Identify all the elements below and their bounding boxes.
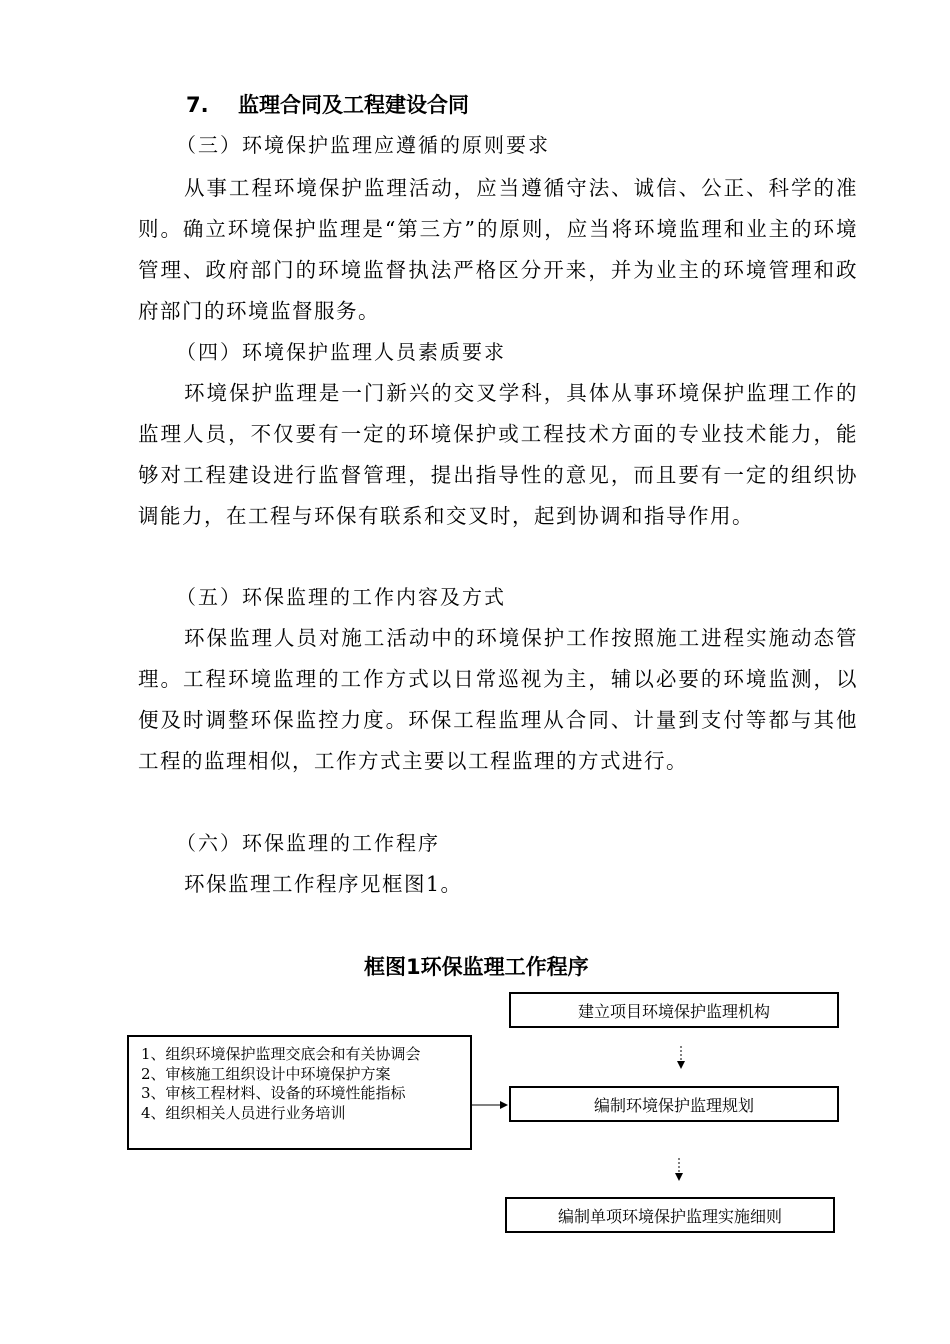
preparation-tasks-box — [127, 1035, 472, 1150]
flow-step-establish-organization — [509, 992, 839, 1028]
section-title: 监理合同及工程建设合同 — [238, 93, 469, 117]
preparation-task-item: 3、审核工程材料、设备的环境性能指标 — [141, 1084, 406, 1102]
subsection-heading-4: （四）环境保护监理人员素质要求 — [176, 340, 506, 364]
subsection-heading-5: （五）环保监理的工作内容及方式 — [176, 585, 506, 609]
flow-step-1-label: 建立项目环境保护监理机构 — [577, 1001, 770, 1021]
paragraph-3: 从事工程环境保护监理活动，应当遵循守法、诚信、公正、科学的准则。确立环境保护监理是“第三方”的原则，应当将环境监理和业主的环境管理、政府部门的环境监督执法严格区分开来，并为业主的环境管理和政府部门的环境监督服务。 — [138, 176, 858, 323]
figure-title: 框图1环保监理工作程序 — [364, 955, 589, 979]
preparation-task-item: 4、组织相关人员进行业务培训 — [141, 1103, 346, 1122]
preparation-task-item: 2、审核施工组织设计中环境保护方案 — [141, 1064, 391, 1083]
paragraph-6: 环保监理工作程序见框图1。 — [184, 872, 463, 896]
paragraph-5: 环保监理人员对施工活动中的环境保护工作按照施工进程实施动态管理。工程环境监理的工作方式以日常巡视为主，辅以必要的环境监测，以便及时调整环保监控力度。环保工程监理从合同、计量到支付等都与其他工程的监理相似，工作方式主要以工程监理的方式进行。 — [138, 626, 858, 773]
section-number: 7. — [186, 93, 209, 117]
flow-step-3-label: 编制单项环境保护监理实施细则 — [557, 1206, 782, 1226]
section-heading — [186, 90, 469, 120]
paragraph-4: 环境保护监理是一门新兴的交叉学科，具体从事环境保护监理工作的监理人员，不仅要有一定的环境保护或工程技术方面的专业技术能力，能够对工程建设进行监督管理，提出指导性的意见，而且要有一定的组织协调能力，在工程与环保有联系和交叉时，起到协调和指导作用。 — [138, 381, 858, 528]
subsection-heading-3: （三）环境保护监理应遵循的原则要求 — [176, 133, 550, 157]
flow-step-compile-detailed-rules — [505, 1197, 835, 1233]
flow-step-compile-plan — [509, 1086, 839, 1122]
subsection-heading-6: （六）环保监理的工作程序 — [176, 831, 440, 855]
preparation-task-item: 1、组织环境保护监理交底会和有关协调会 — [141, 1045, 421, 1063]
flow-step-2-label: 编制环境保护监理规划 — [593, 1095, 754, 1115]
